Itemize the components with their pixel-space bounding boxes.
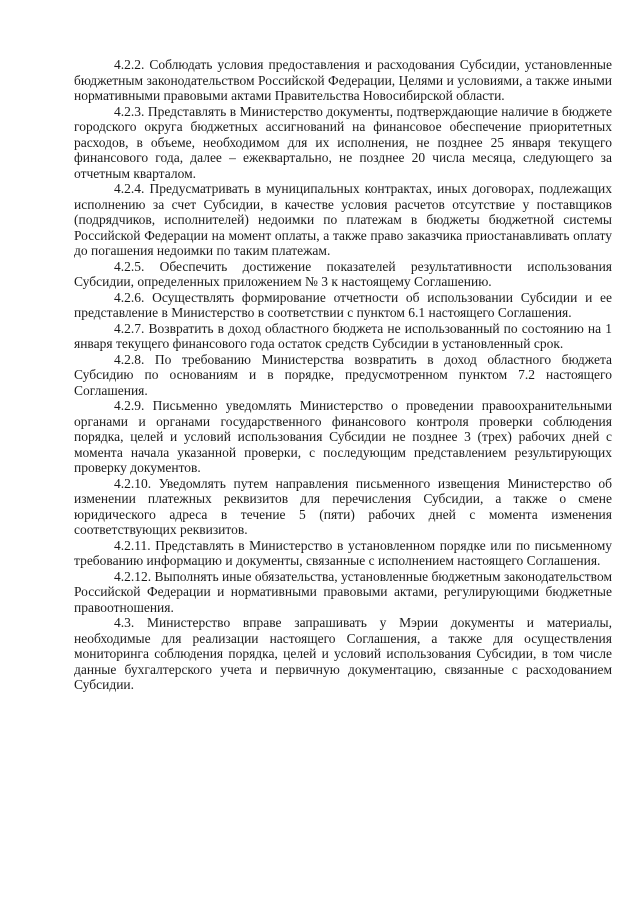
- clause-4-2-3: 4.2.3. Представлять в Министерство документы, подтверждающие наличие в бюджете городского округа бюджетных ассигнований на финансовое обеспечение приоритетных расходов, в объеме, необходимом для их исполнения, не позднее 25 января текущего финансового года, далее – ежеквартально, не позднее 20 числа месяца, следующего за отчетным кварталом.: [74, 103, 612, 181]
- clause-4-2-6: 4.2.6. Осуществлять формирование отчетности об использовании Субсидии и ее представление в Министерство в соответствии с пунктом 6.1 настоящего Соглашения.: [74, 289, 612, 320]
- clause-4-2-10: 4.2.10. Уведомлять путем направления письменного извещения Министерство об изменении платежных реквизитов для перечисления Субсидии, а также о смене юридического адреса в течение 5 (пяти) рабочих дней с момента изменения соответствующих реквизитов.: [74, 475, 612, 537]
- clause-4-2-8: 4.2.8. По требованию Министерства возвратить в доход областного бюджета Субсидию по основаниям и в порядке, предусмотренном пунктом 7.2 настоящего Соглашения.: [74, 351, 612, 398]
- clause-4-2-12: 4.2.12. Выполнять иные обязательства, установленные бюджетным законодательством Российской Федерации и нормативными правовыми актами, регулирующими бюджетные правоотношения.: [74, 568, 612, 615]
- document-page: [74, 57, 612, 693]
- clause-4-2-5: 4.2.5. Обеспечить достижение показателей результативности использования Субсидии, определенных приложением № 3 к настоящему Соглашению.: [74, 258, 612, 289]
- clause-4-2-7: 4.2.7. Возвратить в доход областного бюджета не использованный по состоянию на 1 января текущего финансового года остаток средств Субсидии в установленный срок.: [74, 320, 612, 351]
- clause-4-2-11: 4.2.11. Представлять в Министерство в установленном порядке или по письменному требованию информацию и документы, связанные с исполнением настоящего Соглашения.: [74, 537, 612, 568]
- clause-4-2-4: 4.2.4. Предусматривать в муниципальных контрактах, иных договорах, подлежащих исполнению за счет Субсидии, в качестве условия расчетов отсутствие у поставщиков (подрядчиков, исполнителей) недоимки по платежам в бюджеты бюджетной системы Российской Федерации на момент оплаты, а также право заказчика приостанавливать оплату до погашения недоимки по таким платежам.: [74, 181, 612, 258]
- clause-4-3: 4.3. Министерство вправе запрашивать у Мэрии документы и материалы, необходимые для реализации настоящего Соглашения, а также для осуществления мониторинга соблюдения порядка, целей и условий использования Субсидии, в том числе данные бухгалтерского учета и первичную документацию, связанные с расходованием Субсидии.: [74, 615, 612, 692]
- clause-4-2-2: 4.2.2. Соблюдать условия предоставления и расходования Субсидии, установленные бюджетным законодательством Российской Федерации, Целями и условиями, а также иными нормативными правовыми актами Правительства Новосибирской области.: [74, 57, 612, 103]
- clause-4-2-9: 4.2.9. Письменно уведомлять Министерство о проведении правоохранительными органами и органами государственного финансового контроля проверки соблюдения порядка, целей и условий использования Субсидии не позднее 3 (трех) рабочих дней с момента начала указанной проверки, с последующим представлением результирующих проверку документов.: [74, 398, 612, 475]
